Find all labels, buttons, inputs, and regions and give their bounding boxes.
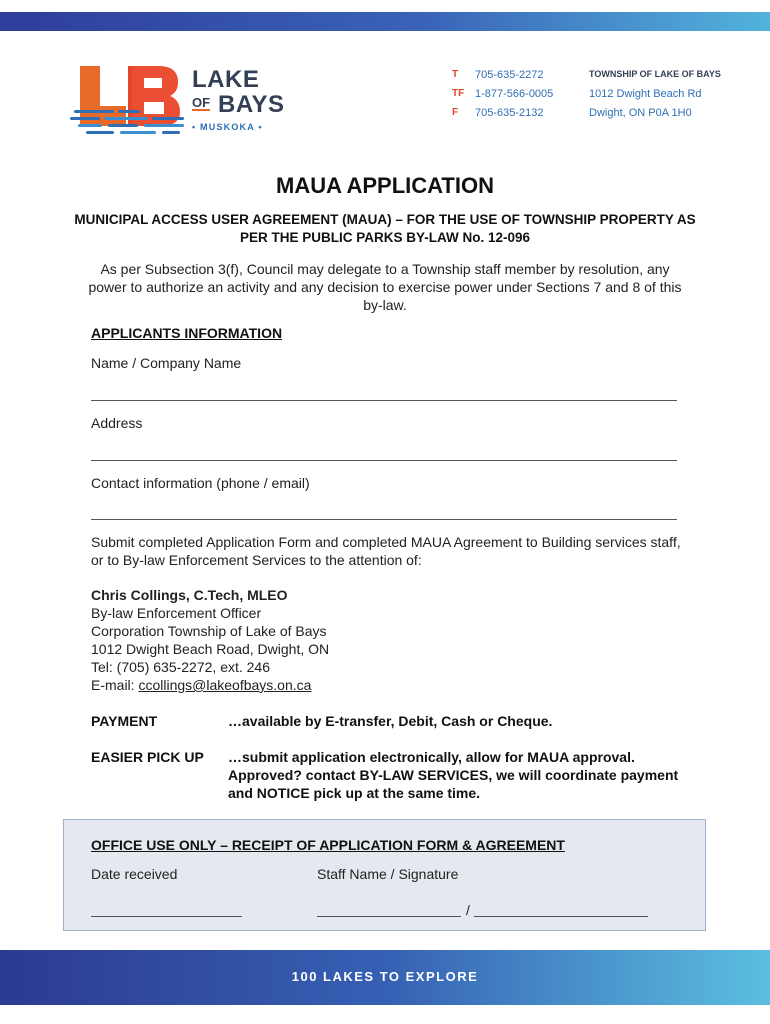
name-field-line[interactable] bbox=[91, 400, 677, 401]
contact-name: Chris Collings, C.Tech, MLEO bbox=[91, 587, 288, 603]
label-tel: T bbox=[452, 69, 459, 80]
contact-numbers bbox=[475, 69, 553, 126]
page-subtitle: MUNICIPAL ACCESS USER AGREEMENT (MAUA) – FOR THE USE OF TOWNSHIP PROPERTY AS PER THE PUBLIC PARKS BY-LAW No. 12-096 bbox=[74, 212, 696, 245]
contact-address: 1012 Dwight Beach Road, Dwight, ON bbox=[91, 641, 330, 657]
contact-labels bbox=[452, 69, 464, 126]
office-heading: OFFICE USE ONLY – RECEIPT OF APPLICATION FORM & AGREEMENT bbox=[91, 837, 565, 853]
logo-lake: LAKE bbox=[192, 66, 260, 93]
tel-number: 705-635-2272 bbox=[475, 69, 544, 81]
top-banner bbox=[0, 12, 770, 31]
date-received-label: Date received bbox=[91, 866, 178, 882]
contact-field-label: Contact information (phone / email) bbox=[91, 475, 310, 491]
contact-person-block bbox=[91, 586, 329, 694]
township-address bbox=[589, 69, 721, 126]
email-prefix: E-mail: bbox=[91, 677, 139, 693]
pickup-value: …submit application electronically, allow for MAUA approval. Approved? contact BY-LAW SERVICES, we will coordinate payment and NOTICE pick up at the same time. bbox=[228, 749, 679, 801]
address-line-1: 1012 Dwight Beach Rd bbox=[589, 88, 702, 100]
footer-slogan: 100 LAKES TO EXPLORE bbox=[291, 969, 479, 984]
pickup-key: EASIER PICK UP bbox=[91, 749, 204, 765]
submit-instructions: Submit completed Application Form and completed MAUA Agreement to Building services staff, or to By-law Enforcement Services to the attention of: bbox=[91, 534, 681, 568]
address-line-2: Dwight, ON P0A 1H0 bbox=[589, 107, 692, 119]
staff-name-label: Staff Name / Signature bbox=[317, 866, 459, 882]
office-use-box bbox=[63, 819, 706, 931]
township-name: TOWNSHIP OF LAKE OF BAYS bbox=[589, 69, 721, 79]
fax-number: 705-635-2132 bbox=[475, 107, 544, 119]
email-link[interactable]: ccollings@lakeofbays.on.ca bbox=[138, 677, 312, 693]
intro-paragraph: As per Subsection 3(f), Council may delegate to a Township staff member by resolution, any power to authorize an activity and any decision to exercise power under Sections 7 and 8 of this by-law. bbox=[88, 261, 682, 313]
tollfree-number: 1-877-566-0005 bbox=[475, 88, 554, 100]
logo-of: OF bbox=[192, 95, 211, 110]
label-tollfree: TF bbox=[452, 88, 465, 99]
staff-name-line[interactable] bbox=[317, 916, 461, 917]
payment-key: PAYMENT bbox=[91, 713, 158, 729]
label-fax: F bbox=[452, 107, 459, 118]
contact-email-row bbox=[91, 676, 329, 694]
signature-separator: / bbox=[466, 902, 470, 918]
logo-muskoka: • MUSKOKA • bbox=[192, 122, 263, 132]
contact-role: By-law Enforcement Officer bbox=[91, 605, 262, 621]
contact-org: Corporation Township of Lake of Bays bbox=[91, 623, 327, 639]
logo-bays: BAYS bbox=[218, 91, 285, 118]
date-received-line[interactable] bbox=[91, 916, 242, 917]
payment-value: …available by E-transfer, Debit, Cash or Cheque. bbox=[228, 713, 553, 729]
footer-banner bbox=[0, 950, 770, 1005]
name-field-label: Name / Company Name bbox=[91, 355, 242, 371]
signature-line[interactable] bbox=[474, 916, 648, 917]
page-title: MAUA APPLICATION bbox=[276, 173, 494, 198]
contact-tel: Tel: (705) 635-2272, ext. 246 bbox=[91, 659, 271, 675]
contact-field-line[interactable] bbox=[91, 519, 677, 520]
applicants-heading: APPLICANTS INFORMATION bbox=[91, 325, 283, 341]
address-field-line[interactable] bbox=[91, 460, 677, 461]
address-field-label: Address bbox=[91, 415, 143, 431]
